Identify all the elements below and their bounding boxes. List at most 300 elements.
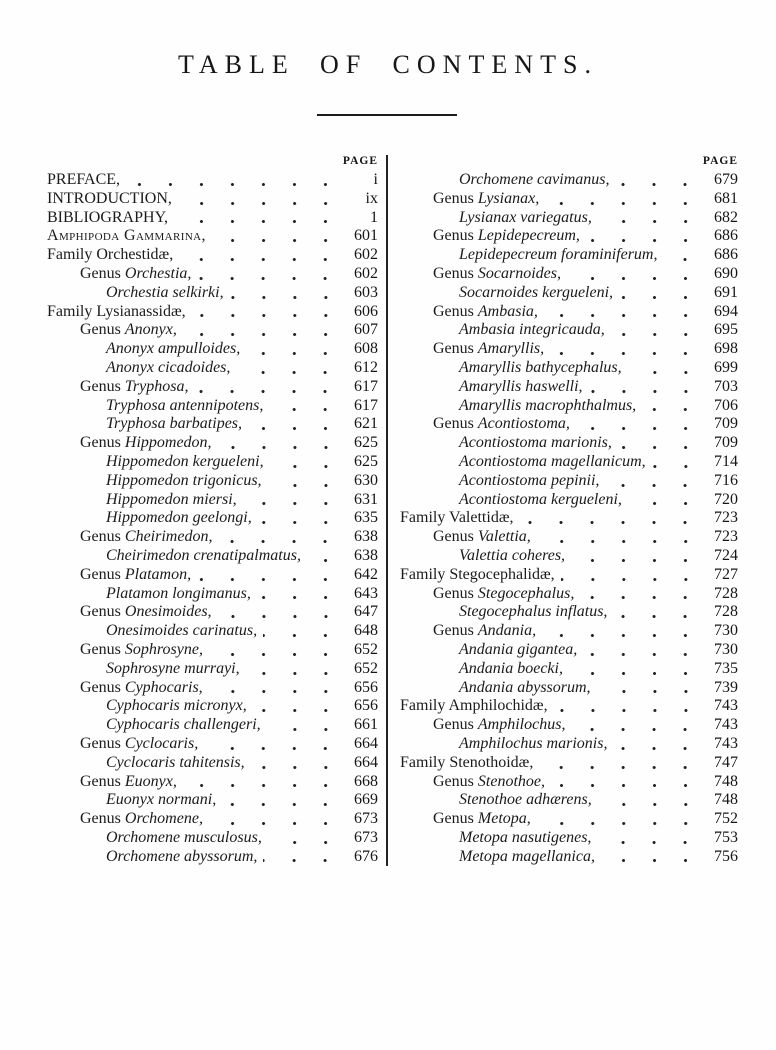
entry-name: Amphilochus marionis, <box>459 734 608 752</box>
entry-name: Family Lysianassidæ, <box>47 302 186 320</box>
dot-leader <box>246 660 341 679</box>
entry-prefix: Genus <box>80 772 125 790</box>
dot-leader <box>567 265 701 284</box>
entry-text <box>400 547 565 566</box>
toc-entry <box>400 378 738 397</box>
page-number: 686 <box>714 246 738 264</box>
entry-name: Hippomedon, <box>124 434 212 452</box>
entry-text <box>47 171 120 190</box>
entry-text <box>400 171 609 190</box>
page-column-header: PAGE <box>342 155 378 167</box>
entry-name: Platamon longimanus, <box>106 584 251 602</box>
dot-leader <box>569 660 701 679</box>
column-divider-rule <box>386 155 388 866</box>
entry-name: Anonyx cicadoides, <box>106 358 231 376</box>
entry-prefix: Genus <box>433 622 478 640</box>
entry-text <box>47 603 212 622</box>
entry-name: Lepidepecreum foraminiferum, <box>459 246 658 264</box>
entry-name: Onesimoides carinatus, <box>106 622 258 640</box>
toc-entry <box>47 491 378 510</box>
entry-name: Stegocephalus, <box>477 584 575 602</box>
toc-entry <box>400 359 738 378</box>
entry-text <box>400 491 622 510</box>
entry-name: Hippomedon geelongi, <box>106 509 252 527</box>
dot-leader <box>597 829 701 848</box>
toc-entry <box>400 697 738 716</box>
entry-text <box>47 641 203 660</box>
entry-text <box>47 265 191 284</box>
dot-leader <box>544 303 701 322</box>
entry-prefix: Genus <box>433 415 478 433</box>
dot-leader <box>628 491 701 510</box>
dot-leader <box>197 566 341 585</box>
entry-name: Stenothoe, <box>477 772 545 790</box>
entry-name: Orchomene, <box>124 810 203 828</box>
entry-text <box>47 585 251 604</box>
entry-text <box>400 303 538 322</box>
entry-name: Hippomedon miersi, <box>106 490 237 508</box>
entry-name: Anonyx ampulloides, <box>106 340 241 358</box>
entry-text <box>47 622 257 641</box>
dot-leader <box>519 509 701 528</box>
page-number: 630 <box>354 471 378 489</box>
dot-leader <box>209 679 341 698</box>
entry-text <box>400 603 607 622</box>
dot-leader <box>253 697 341 716</box>
entry-text <box>400 190 539 209</box>
page-number: 728 <box>714 584 738 602</box>
toc-entry <box>47 303 378 322</box>
toc-entry <box>400 491 738 510</box>
toc-entry <box>47 679 378 698</box>
dot-leader <box>580 585 701 604</box>
page-number: 753 <box>714 828 738 846</box>
page-number: 601 <box>354 227 378 245</box>
dot-leader <box>307 547 341 566</box>
toc-entry <box>400 209 738 228</box>
entry-name: Acontiostoma magellanicum, <box>459 452 646 470</box>
dot-leader <box>542 622 701 641</box>
toc-entry <box>400 509 738 528</box>
dot-leader <box>178 190 341 209</box>
dot-leader <box>268 472 341 491</box>
dot-leader <box>270 453 341 472</box>
toc-entry <box>400 265 738 284</box>
entry-text <box>47 378 188 397</box>
toc-entry <box>400 227 738 246</box>
entry-prefix: Genus <box>433 528 478 546</box>
toc-entry <box>47 359 378 378</box>
entry-name: Cheirimedon crenatipalmatus, <box>106 546 301 564</box>
entry-name: Amaryllis macrophthalmus, <box>459 396 637 414</box>
toc-entry <box>400 716 738 735</box>
dot-leader <box>218 434 341 453</box>
entry-text <box>400 641 577 660</box>
page-number: 652 <box>354 640 378 658</box>
toc-entry <box>47 284 378 303</box>
page-number: 1 <box>370 208 378 226</box>
toc-entry <box>47 453 378 472</box>
page-number: 668 <box>354 772 378 790</box>
entry-text <box>47 528 212 547</box>
dot-leader <box>551 773 701 792</box>
page-number: 643 <box>354 584 378 602</box>
page-number: 695 <box>714 321 738 339</box>
entry-name: Sophrosyne, <box>124 640 203 658</box>
toc-entry <box>400 585 738 604</box>
entry-name: Lysianax variegatus, <box>459 208 592 226</box>
page-number: 720 <box>714 490 738 508</box>
toc-entry <box>400 528 738 547</box>
page-number: 743 <box>714 734 738 752</box>
dot-leader <box>613 603 701 622</box>
toc-entry <box>47 585 378 604</box>
toc-entry <box>47 547 378 566</box>
toc-entry <box>47 603 378 622</box>
entry-text <box>400 509 513 528</box>
page-number: i <box>373 171 378 188</box>
entry-text <box>47 810 203 829</box>
entry-name: Cyclocaris, <box>124 734 199 752</box>
dot-leader <box>554 697 701 716</box>
entry-text <box>400 340 544 359</box>
dot-leader <box>194 378 341 397</box>
entry-text <box>400 227 580 246</box>
entry-name: Tryphosa antennipotens, <box>106 396 264 414</box>
dot-leader <box>257 585 341 604</box>
dot-leader <box>537 810 701 829</box>
page-number: 625 <box>354 434 378 452</box>
dot-leader <box>212 227 341 246</box>
toc-entry <box>47 697 378 716</box>
page-number: 748 <box>714 772 738 790</box>
entry-prefix: Genus <box>80 810 125 828</box>
entry-text <box>400 246 657 265</box>
entry-name: Platamon, <box>124 565 192 583</box>
entry-text <box>47 829 262 848</box>
entry-name: Lepidepecreum, <box>477 227 580 245</box>
entry-name: Metopa nasutigenes, <box>459 828 592 846</box>
page-number: 756 <box>714 847 738 865</box>
dot-leader <box>586 227 701 246</box>
toc-entry <box>400 641 738 660</box>
entry-name: Orchestia, <box>124 264 192 282</box>
dot-leader <box>598 791 701 810</box>
dot-leader <box>583 641 701 660</box>
entry-text <box>400 660 563 679</box>
toc-entry <box>47 735 378 754</box>
page-number: 621 <box>354 415 378 433</box>
entry-name: Sophrosyne murrayi, <box>106 659 240 677</box>
dot-leader <box>243 491 341 510</box>
dot-leader <box>174 209 341 228</box>
entry-prefix: Genus <box>433 584 478 602</box>
toc-entry <box>400 679 738 698</box>
dot-leader <box>192 303 341 322</box>
page-number: 617 <box>354 396 378 414</box>
entry-name: Metopa magellanica, <box>459 847 595 865</box>
entry-name: Hippomedon kergueleni, <box>106 452 264 470</box>
page-number: 603 <box>354 283 378 301</box>
toc-entry <box>47 340 378 359</box>
dot-leader <box>218 528 341 547</box>
page-number: ix <box>365 189 378 207</box>
toc-entry <box>47 791 378 810</box>
toc-entry <box>47 509 378 528</box>
page-column-header: PAGE <box>702 155 738 167</box>
entry-text <box>47 397 263 416</box>
entry-text <box>47 791 216 810</box>
page-number: 727 <box>714 565 738 583</box>
page-number: 608 <box>354 340 378 358</box>
dot-leader <box>222 791 341 810</box>
page-number: 682 <box>714 208 738 226</box>
entry-name: Acontiostoma kergueleni, <box>459 490 622 508</box>
entry-name: Cyclocaris tahitensis, <box>106 753 245 771</box>
dot-leader <box>571 547 701 566</box>
entry-name: INTRODUCTION, <box>47 189 172 207</box>
entry-name: Onesimoides, <box>124 603 212 621</box>
page-number: 652 <box>354 659 378 677</box>
dot-leader <box>652 453 701 472</box>
dot-leader <box>204 735 341 754</box>
dot-leader <box>615 171 701 190</box>
entry-text <box>47 359 230 378</box>
dot-leader <box>209 641 341 660</box>
page-number: 631 <box>354 490 378 508</box>
entry-text <box>400 716 565 735</box>
dot-leader <box>598 209 701 228</box>
page-number: 752 <box>714 810 738 828</box>
dot-leader <box>248 415 341 434</box>
page-number: 698 <box>714 340 738 358</box>
dot-leader <box>263 622 341 641</box>
page-number: 694 <box>714 302 738 320</box>
toc-entry <box>400 171 738 190</box>
page-number: 703 <box>714 377 738 395</box>
entry-name: Andania gigantea, <box>459 640 578 658</box>
entry-name: Family Amphilochidæ, <box>400 697 548 715</box>
page-number: 686 <box>714 227 738 245</box>
toc-entry <box>47 472 378 491</box>
entry-prefix: Genus <box>80 377 125 395</box>
entry-name: Amaryllis haswelli, <box>459 377 583 395</box>
entry-prefix: Genus <box>80 434 125 452</box>
entry-text <box>47 754 245 773</box>
entry-text <box>47 415 242 434</box>
page-number: 669 <box>354 791 378 809</box>
dot-leader <box>601 848 701 867</box>
entry-name: PREFACE, <box>47 171 121 188</box>
entry-text <box>400 397 636 416</box>
dot-leader <box>179 246 341 265</box>
entry-text <box>47 566 191 585</box>
toc-entry <box>47 171 378 190</box>
entry-name: Orchomene musculosus, <box>106 828 262 846</box>
dot-leader <box>539 754 701 773</box>
dot-leader <box>571 716 701 735</box>
entry-text <box>47 547 301 566</box>
page-number: 706 <box>714 396 738 414</box>
toc-rows-right <box>400 171 738 866</box>
page-title: TABLE OF CONTENTS. <box>178 50 598 79</box>
entry-prefix: Genus <box>80 603 125 621</box>
entry-name: Hippomedon trigonicus, <box>106 471 262 489</box>
toc-entry <box>47 754 378 773</box>
entry-text <box>47 716 261 735</box>
entry-name: Ambasia integricauda, <box>459 321 605 339</box>
dot-leader <box>576 415 701 434</box>
toc-entry <box>400 190 738 209</box>
entry-prefix: Genus <box>433 302 478 320</box>
entry-name: Valettia, <box>477 528 531 546</box>
page-number: 709 <box>714 434 738 452</box>
toc-entry <box>47 190 378 209</box>
entry-text <box>47 848 257 867</box>
toc-entry <box>400 340 738 359</box>
entry-prefix: Genus <box>433 810 478 828</box>
toc-entry <box>47 660 378 679</box>
toc-entry <box>47 321 378 340</box>
entry-text <box>400 566 555 585</box>
dot-leader <box>642 397 701 416</box>
entry-text <box>47 472 262 491</box>
page-number: 739 <box>714 678 738 696</box>
entry-text <box>47 209 168 228</box>
dot-leader <box>618 434 701 453</box>
dot-leader <box>246 340 341 359</box>
dot-leader <box>268 829 341 848</box>
dot-leader <box>597 679 701 698</box>
entry-name: Andania abyssorum, <box>459 678 591 696</box>
entry-text <box>400 773 545 792</box>
entry-name: Valettia coheres, <box>459 546 566 564</box>
entry-name: Andania, <box>477 622 537 640</box>
page-number: 625 <box>354 452 378 470</box>
page-number: 638 <box>354 528 378 546</box>
page-number: 735 <box>714 659 738 677</box>
entry-name: Cyphocaris micronyx, <box>106 697 247 715</box>
dot-leader <box>545 190 701 209</box>
entry-name: Family Orchestidæ, <box>47 246 174 264</box>
dot-leader <box>183 773 341 792</box>
dot-leader <box>613 735 701 754</box>
entry-prefix: Genus <box>433 716 478 734</box>
entry-text <box>400 679 591 698</box>
toc-entry <box>400 547 738 566</box>
entry-prefix: Genus <box>80 640 125 658</box>
toc-entry <box>400 829 738 848</box>
entry-prefix: Genus <box>433 772 478 790</box>
page-number: 664 <box>354 753 378 771</box>
page-number: 676 <box>354 847 378 865</box>
entry-text <box>400 359 622 378</box>
entry-name: Orchomene abyssorum, <box>106 847 258 865</box>
toc-entry <box>400 735 738 754</box>
dot-leader <box>258 509 341 528</box>
entry-name: Stegocephalus inflatus, <box>459 603 608 621</box>
page-number: 748 <box>714 791 738 809</box>
toc-entry <box>400 660 738 679</box>
entry-text <box>400 472 599 491</box>
entry-name: Andania boecki, <box>459 659 563 677</box>
toc-entry <box>400 397 738 416</box>
page-number: 602 <box>354 246 378 264</box>
entry-name: Stenothoe adhærens, <box>459 791 592 809</box>
entry-text <box>47 679 203 698</box>
dot-leader <box>197 265 341 284</box>
toc-entry <box>400 453 738 472</box>
entry-prefix: Genus <box>80 321 125 339</box>
dot-leader <box>267 716 341 735</box>
page-number: 747 <box>714 753 738 771</box>
dot-leader <box>663 246 701 265</box>
page-number: 612 <box>354 358 378 376</box>
entry-text <box>400 735 607 754</box>
entry-text <box>47 284 224 303</box>
dot-leader <box>628 359 701 378</box>
toc-entry <box>47 378 378 397</box>
page-number: 647 <box>354 603 378 621</box>
entry-name: Amaryllis, <box>477 340 545 358</box>
entry-prefix: Genus <box>433 189 478 207</box>
entry-text <box>47 321 177 340</box>
page-number: 690 <box>714 264 738 282</box>
entry-name: BIBLIOGRAPHY, <box>47 208 169 226</box>
entry-name: Anonyx, <box>124 321 177 339</box>
dot-leader <box>209 810 341 829</box>
toc-entry <box>47 415 378 434</box>
entry-text <box>47 227 206 246</box>
dot-leader <box>611 321 701 340</box>
entry-name: Acontiostoma pepinii, <box>459 471 600 489</box>
entry-text <box>400 321 605 340</box>
entry-name: Cyphocaris, <box>124 678 203 696</box>
entry-name: Orchestia selkirki, <box>106 283 224 301</box>
entry-prefix: Genus <box>80 264 125 282</box>
page-number: 730 <box>714 622 738 640</box>
entry-text <box>400 265 561 284</box>
entry-prefix: Genus <box>80 678 125 696</box>
entry-text <box>400 810 531 829</box>
page-number: 699 <box>714 358 738 376</box>
page-number: 648 <box>354 622 378 640</box>
toc-entry <box>400 246 738 265</box>
entry-name: Tryphosa barbatipes, <box>106 415 243 433</box>
entry-name: Ambasia, <box>477 302 538 320</box>
dot-leader <box>263 848 341 867</box>
entry-name: Acontiostoma marionis, <box>459 434 612 452</box>
toc-entry <box>400 622 738 641</box>
dot-leader <box>605 472 701 491</box>
toc-entry <box>47 829 378 848</box>
page-number: 606 <box>354 302 378 320</box>
entry-prefix: Genus <box>433 264 478 282</box>
toc-entry <box>400 415 738 434</box>
entry-text <box>47 660 240 679</box>
toc-entry <box>47 810 378 829</box>
entry-text <box>47 697 247 716</box>
entry-text <box>47 434 212 453</box>
page-number: 728 <box>714 603 738 621</box>
entry-text <box>400 697 548 716</box>
entry-text <box>400 453 646 472</box>
entry-text <box>400 284 613 303</box>
toc-entry <box>400 434 738 453</box>
entry-name: Family Valettidæ, <box>400 509 514 527</box>
entry-name: Tryphosa, <box>124 377 189 395</box>
entry-text <box>400 415 570 434</box>
